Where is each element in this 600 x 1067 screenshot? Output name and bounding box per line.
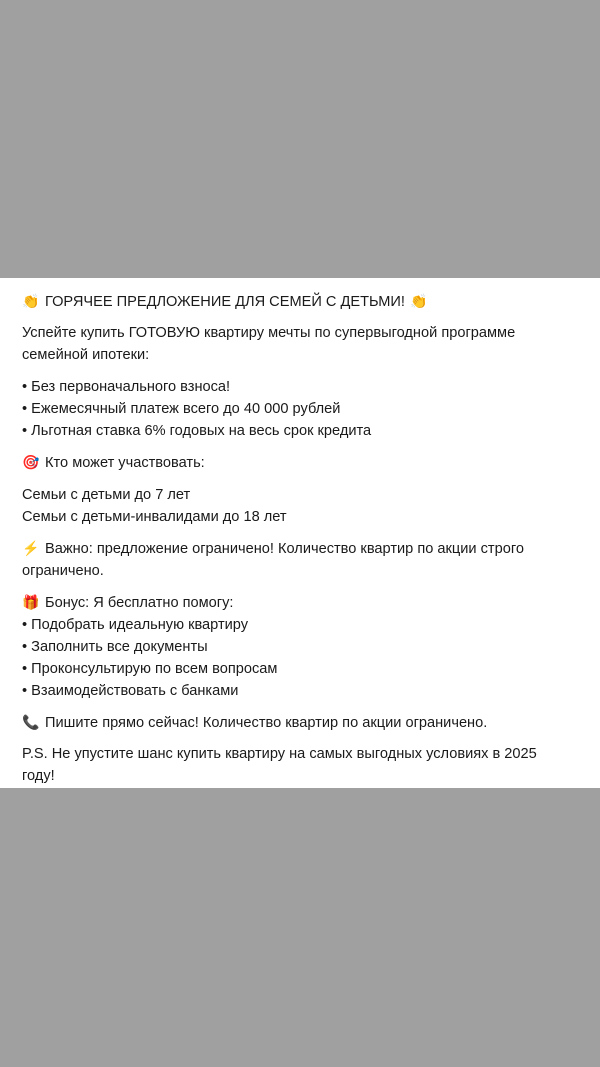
intro-line: семейной ипотеки: (22, 347, 150, 363)
benefit-item: • Льготная ставка 6% годовых на весь срок кредита (22, 423, 372, 439)
benefit-item: • Ежемесячный платеж всего до 40 000 рублей (22, 401, 341, 417)
bonus-heading (22, 591, 578, 614)
eligibility-item: Семьи с детьми до 7 лет (22, 487, 191, 503)
bonus-item: • Заполнить все документы (22, 639, 208, 655)
call-text: Пишите прямо сейчас! Количество квартир по акции ограничено. (45, 715, 488, 731)
ps-line: P.S. Не упустите шанс купить квартиру на самых выгодных условиях в 2025 (22, 746, 537, 762)
important-note (22, 537, 578, 560)
lightning-icon: ⚡ (22, 540, 40, 556)
who-can-heading (22, 451, 578, 474)
post-card (0, 278, 600, 788)
target-icon: 🎯 (22, 454, 40, 470)
gift-icon: 🎁 (22, 594, 40, 610)
bonus-item: • Подобрать идеальную квартиру (22, 617, 249, 633)
clapping-hands-icon: 👏 (410, 293, 428, 309)
important-note-cont: ограничено. (22, 563, 104, 579)
eligibility-item: Семьи с детьми-инвалидами до 18 лет (22, 509, 287, 525)
ps-line: году! (22, 768, 55, 784)
bonus-item: • Взаимодействовать с банками (22, 683, 239, 699)
intro-line: Успейте купить ГОТОВУЮ квартиру мечты по супервыгодной программе (22, 325, 516, 341)
important-text: Важно: предложение ограничено! Количество квартир по акции строго (45, 541, 524, 557)
call-to-action (22, 711, 578, 734)
benefit-item: • Без первоначального взноса! (22, 379, 231, 395)
clapping-hands-icon: 👏 (22, 293, 40, 309)
phone-icon: 📞 (22, 714, 40, 730)
who-can-text: Кто может участвовать: (45, 455, 205, 471)
headline (22, 290, 578, 313)
headline-text: ГОРЯЧЕЕ ПРЕДЛОЖЕНИЕ ДЛЯ СЕМЕЙ С ДЕТЬМИ! (45, 294, 405, 310)
bonus-item: • Проконсультирую по всем вопросам (22, 661, 278, 677)
bonus-title: Бонус: Я бесплатно помогу: (45, 595, 234, 611)
